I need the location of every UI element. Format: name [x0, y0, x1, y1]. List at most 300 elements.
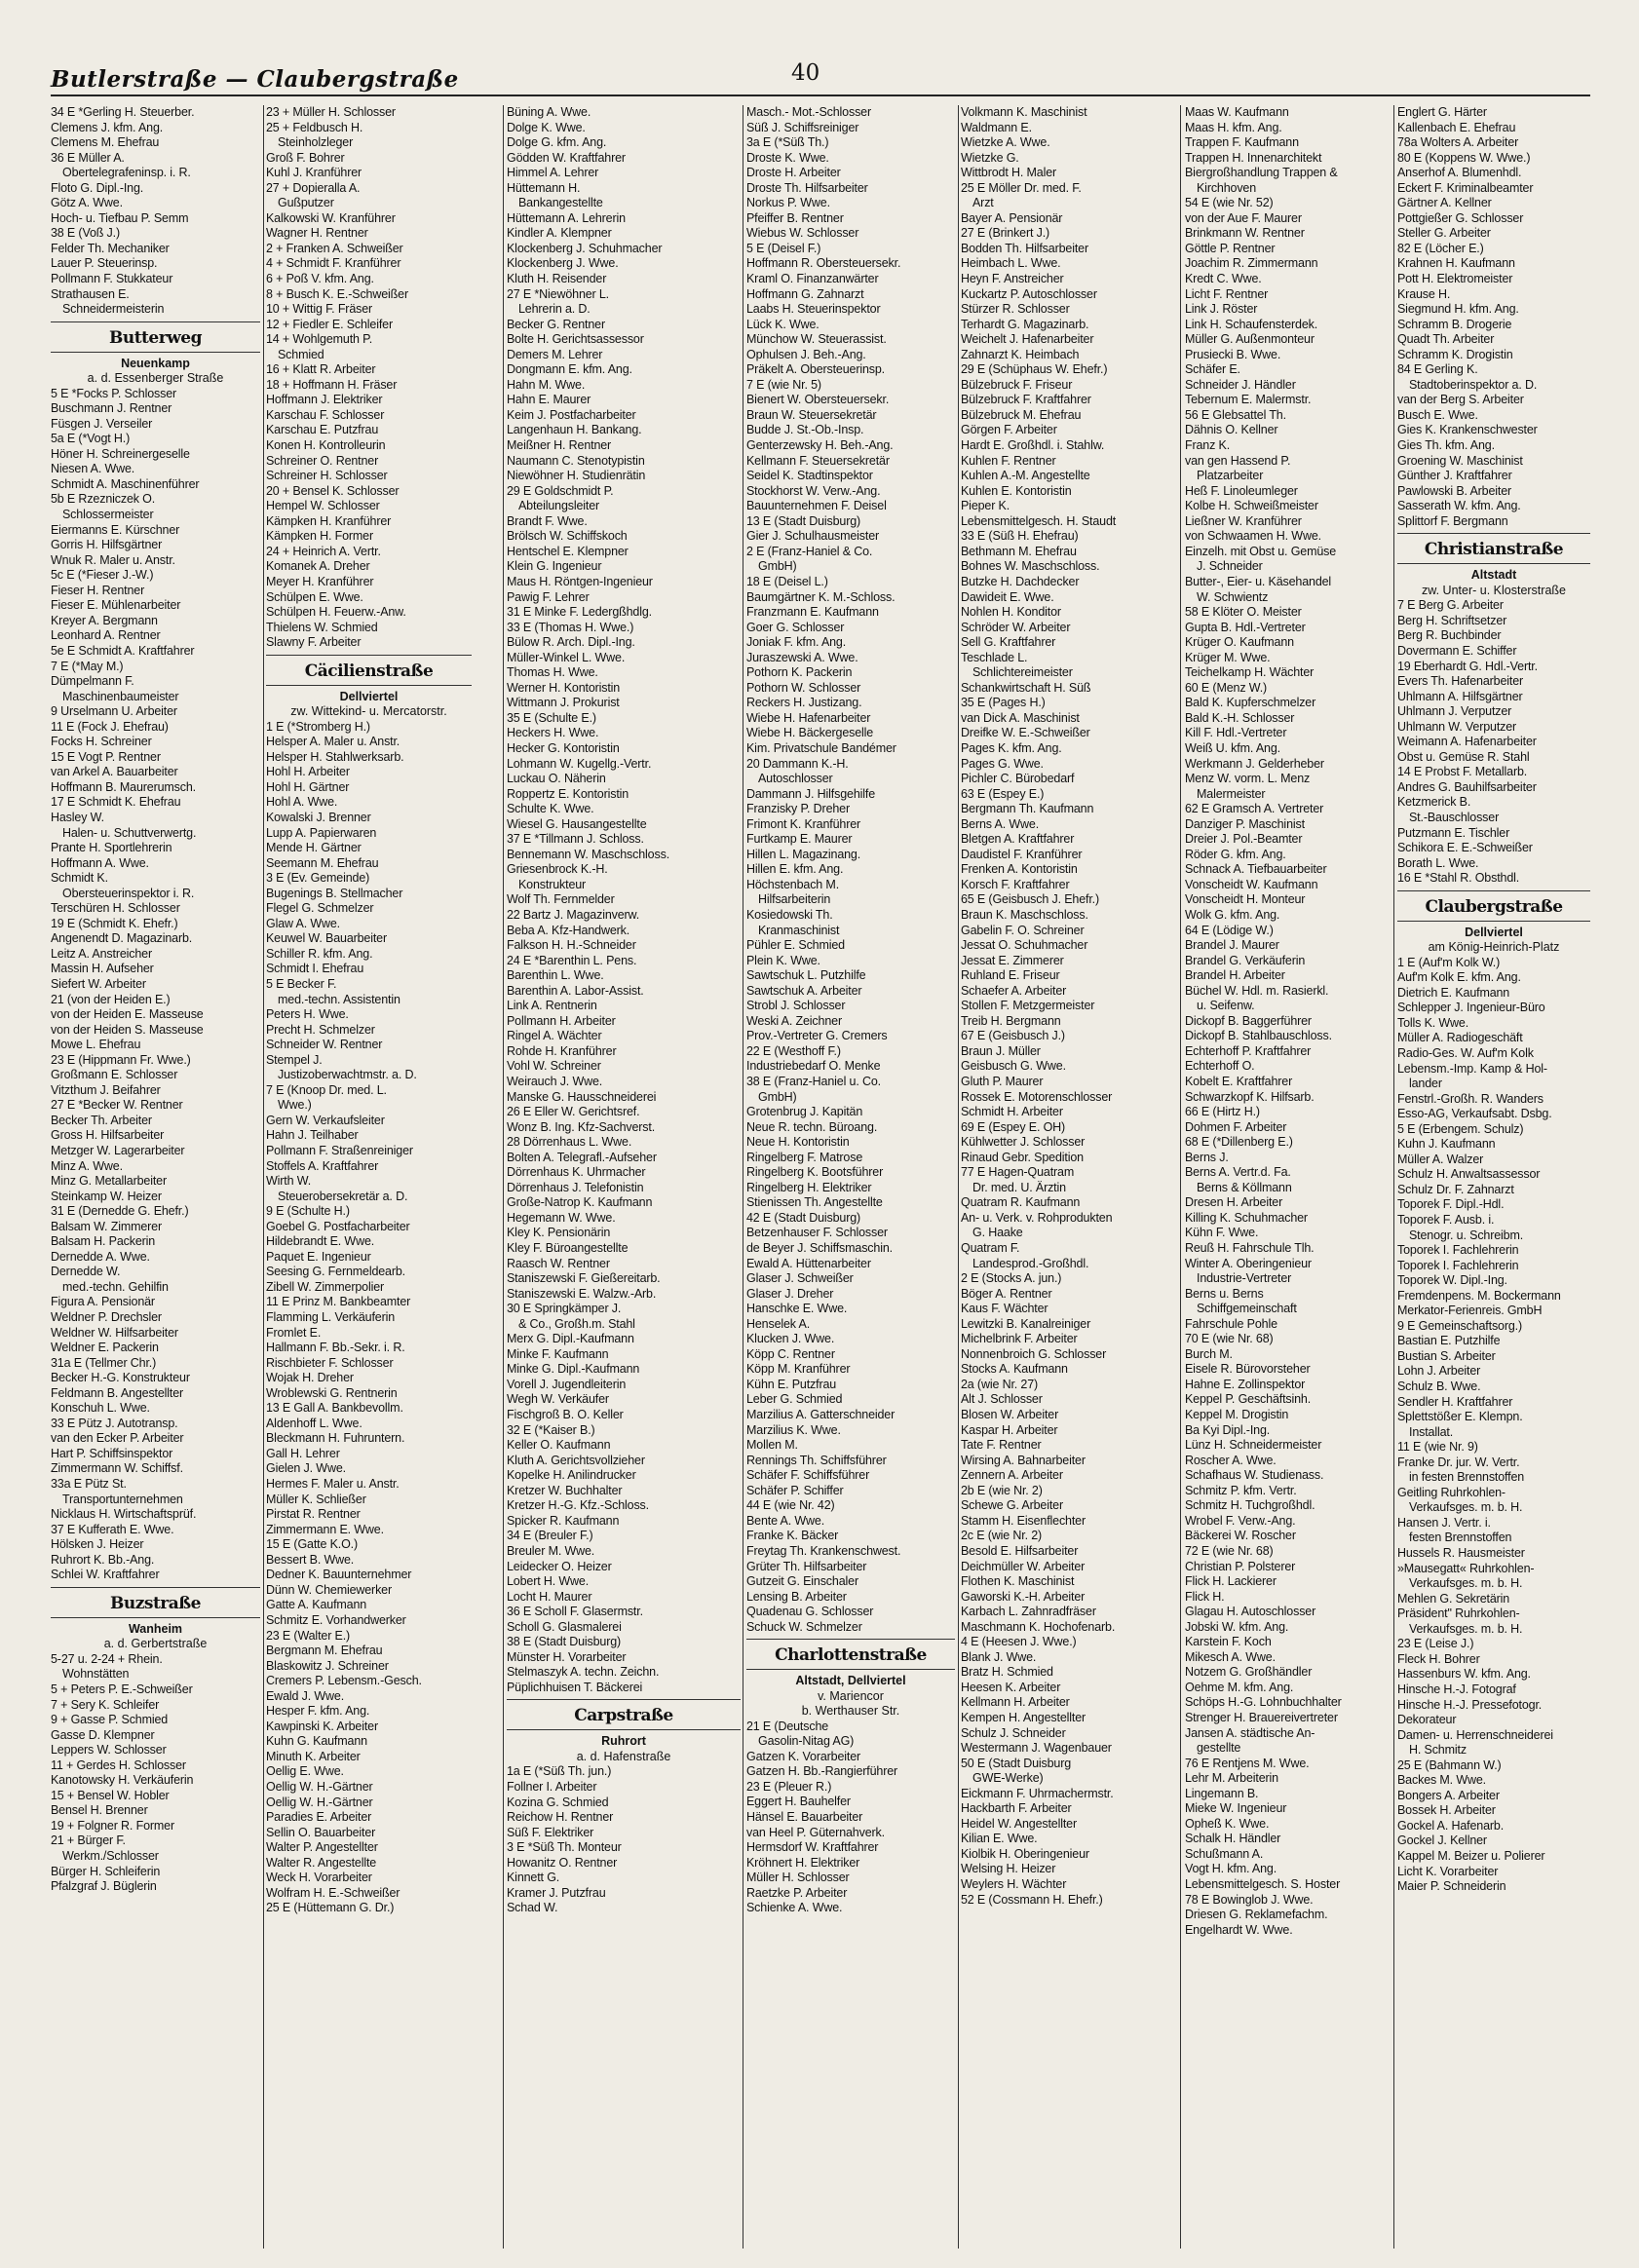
directory-entry: 2c E (wie Nr. 2)	[961, 1529, 1043, 1543]
directory-entry: Franzisky P. Dreher	[746, 802, 850, 816]
directory-entry: Schewe G. Arbeiter	[961, 1498, 1063, 1513]
directory-entry: Maas H. kfm. Ang.	[1185, 120, 1282, 134]
directory-entry: Neue R. techn. Büroang.	[746, 1119, 878, 1134]
directory-entry: & Co., Großh.m. Stahl	[518, 1316, 635, 1331]
directory-entry: Stamm H. Eisenflechter	[961, 1513, 1086, 1528]
directory-entry: Höner H. Schreinergeselle	[51, 446, 190, 461]
directory-entry: 27 E *Niewöhner L.	[507, 286, 610, 301]
directory-entry: 84 E Gerling K.	[1397, 362, 1478, 377]
directory-entry: Schmidt H. Arbeiter	[961, 1105, 1063, 1119]
directory-entry: Weirauch J. Wwe.	[507, 1075, 603, 1088]
directory-entry: Leonhard A. Rentner	[51, 628, 161, 643]
directory-entry: Borath L. Wwe.	[1397, 855, 1479, 870]
directory-entry: Hölsken J. Heizer	[51, 1537, 144, 1552]
directory-entry: Flamming L. Verkäuferin	[266, 1310, 396, 1325]
directory-entry: Mehlen G. Sekretärin	[1397, 1591, 1510, 1606]
directory-entry: Dörrenhaus J. Telefonistin	[507, 1180, 644, 1194]
directory-entry: von Schwaamen H. Wwe.	[1185, 529, 1321, 544]
directory-entry: Siegmund H. kfm. Ang.	[1397, 302, 1519, 317]
directory-entry: Trappen H. Innenarchitekt	[1185, 150, 1322, 165]
directory-entry: Autoschlosser	[758, 772, 833, 786]
directory-entry: Eggert H. Bauhelfer	[746, 1795, 851, 1809]
directory-entry: 5 E (Erbengem. Schulz)	[1397, 1121, 1524, 1136]
directory-entry: An- u. Verk. v. Rohprodukten	[961, 1210, 1113, 1225]
directory-entry: Becker G. Rentner	[507, 317, 605, 331]
directory-entry: 2a (wie Nr. 27)	[961, 1377, 1039, 1391]
directory-entry: Wroblewski G. Rentnerin	[266, 1385, 398, 1400]
directory-entry: 37 E Kufferath E. Wwe.	[51, 1522, 174, 1536]
district-label: Altstadt, Dellviertel	[795, 1674, 906, 1688]
directory-entry: Krahnen H. Kaufmann	[1397, 256, 1515, 271]
street-heading: Carpstraße	[507, 1699, 741, 1730]
directory-entry: Pott H. Elektromeister	[1397, 272, 1513, 286]
street-location-note: am König-Heinrich-Platz	[1428, 940, 1560, 955]
directory-entry: Fromlet E.	[266, 1325, 322, 1340]
directory-entry: Welsing H. Heizer	[961, 1862, 1056, 1876]
directory-entry: 5c E (*Fieser J.-W.)	[51, 568, 154, 583]
directory-entry: Fremdenpens. M. Bockermann	[1397, 1288, 1561, 1303]
directory-entry: Füsgen J. Verseiler	[51, 416, 153, 431]
directory-entry: Notzem G. Großhändler	[1185, 1665, 1313, 1680]
directory-entry: 32 E (*Kaiser B.)	[507, 1422, 595, 1437]
directory-entry: 70 E (wie Nr. 68)	[1185, 1332, 1274, 1346]
directory-entry: Kley K. Pensionärin	[507, 1226, 611, 1240]
directory-entry: Goer G. Schlosser	[746, 620, 845, 634]
directory-entry: Hänsel E. Bauarbeiter	[746, 1810, 863, 1825]
directory-entry: Hoffmann G. Zahnarzt	[746, 286, 864, 301]
directory-entry: 2 E (Stocks A. jun.)	[961, 1271, 1062, 1286]
directory-entry: Thielens W. Schmied	[266, 620, 378, 634]
directory-entry: 50 E (Stadt Duisburg	[961, 1756, 1072, 1770]
directory-entry: 38 E (Franz-Haniel u. Co.	[746, 1075, 881, 1088]
directory-entry: Schmied	[278, 347, 324, 361]
directory-entry: Schafhaus W. Studienass.	[1185, 1468, 1324, 1483]
directory-entry: Schankwirtschaft H. Süß	[961, 680, 1091, 695]
directory-entry: 21 (von der Heiden E.)	[51, 992, 171, 1006]
directory-entry: Bastian E. Putzhilfe	[1397, 1334, 1501, 1348]
directory-entry: Toporek I. Fachlehrerin	[1397, 1258, 1519, 1272]
directory-entry: 66 E (Hirtz H.)	[1185, 1105, 1260, 1119]
directory-entry: 27 E (Brinkert J.)	[961, 226, 1050, 241]
column-rule	[958, 105, 959, 2249]
directory-entry: Sendler H. Kraftfahrer	[1397, 1394, 1513, 1409]
directory-entry: Frimont K. Kranführer	[746, 816, 861, 831]
directory-entry: Seemann M. Ehefrau	[266, 855, 379, 870]
directory-entry: 31a E (Tellmer Chr.)	[51, 1355, 157, 1370]
directory-entry: Kindler A. Klempner	[507, 226, 612, 241]
directory-entry: Licht F. Rentner	[1185, 286, 1269, 301]
directory-entry: Schreiner H. Schlosser	[266, 469, 388, 483]
directory-entry: Leidecker O. Heizer	[507, 1559, 612, 1573]
directory-entry: Glaw A. Wwe.	[266, 916, 340, 930]
directory-entry: Gern W. Verkaufsleiter	[266, 1113, 385, 1127]
directory-entry: Kawpinski K. Arbeiter	[266, 1719, 378, 1733]
directory-entry: Landesprod.-Großhdl.	[972, 1256, 1089, 1270]
directory-entry: Schlei W. Kraftfahrer	[51, 1568, 160, 1582]
directory-entry: Teichelkamp H. Wächter	[1185, 665, 1315, 680]
directory-entry: Kredt C. Wwe.	[1185, 272, 1262, 286]
directory-entry: Fieser E. Mühlenarbeiter	[51, 598, 181, 613]
directory-entry: Balsam W. Zimmerer	[51, 1219, 162, 1233]
directory-entry: Hart P. Schiffsinspektor	[51, 1446, 173, 1460]
directory-entry: Hentschel E. Klempner	[507, 544, 629, 558]
directory-entry: Pages G. Wwe.	[961, 756, 1044, 771]
directory-entry: Butter-, Eier- u. Käsehandel	[1185, 574, 1332, 588]
directory-entry: Pawlowski B. Arbeiter	[1397, 483, 1512, 498]
directory-entry: Meißner H. Rentner	[507, 438, 612, 453]
directory-entry: Brölsch W. Schiffskoch	[507, 529, 628, 544]
directory-entry: 3 E (Ev. Gemeinde)	[266, 871, 370, 886]
street-heading: Cäcilienstraße	[266, 655, 472, 686]
directory-entry: Follner I. Arbeiter	[507, 1779, 597, 1794]
directory-entry: Schulz J. Schneider	[961, 1725, 1066, 1740]
directory-entry: Wonz B. Ing. Kfz-Sachverst.	[507, 1119, 656, 1134]
directory-entry: Minz A. Wwe.	[51, 1158, 123, 1173]
directory-entry: Beba A. Kfz-Handwerk.	[507, 923, 630, 937]
directory-entry: 14 + Wohlgemuth P.	[266, 332, 373, 347]
directory-entry: Hoffmann J. Elektriker	[266, 393, 383, 407]
directory-entry: Blaskowitz J. Schreiner	[266, 1658, 389, 1673]
directory-entry: 22 E (Westhoff F.)	[746, 1043, 841, 1058]
directory-entry: Furtkamp E. Maurer	[746, 832, 853, 847]
directory-entry: 67 E (Geisbusch J.)	[961, 1029, 1065, 1043]
directory-entry: 80 E (Koppens W. Wwe.)	[1397, 150, 1531, 165]
directory-entry: Schalk H. Händler	[1185, 1832, 1281, 1846]
directory-entry: Komanek A. Dreher	[266, 559, 370, 574]
directory-entry: Berns A. Vertr.d. Fa.	[1185, 1165, 1291, 1180]
directory-entry: Bratz H. Schmied	[961, 1665, 1053, 1680]
directory-entry: 27 E *Becker W. Rentner	[51, 1098, 183, 1113]
directory-entry: Maus H. Röntgen-Ingenieur	[507, 574, 653, 588]
directory-entry: 5b E Rzezniczek O.	[51, 492, 156, 507]
directory-entry: Müller A. Radiogeschäft	[1397, 1031, 1523, 1045]
directory-entry: Damen- u. Herrenschneiderei	[1397, 1727, 1553, 1742]
directory-entry: u. Seifenw.	[1197, 999, 1255, 1013]
directory-entry: 76 E Rentjens M. Wwe.	[1185, 1756, 1310, 1770]
directory-entry: 2 E (Franz-Haniel & Co.	[746, 544, 873, 558]
directory-entry: Pothorn K. Packerin	[746, 665, 853, 680]
directory-entry: Merx G. Dipl.-Kaufmann	[507, 1332, 634, 1346]
directory-entry: Verkaufsges. m. b. H.	[1409, 1576, 1523, 1591]
directory-entry: 38 E (Stadt Duisburg)	[507, 1635, 622, 1649]
directory-entry: Bleckmann H. Fuhruntern.	[266, 1431, 405, 1446]
directory-entry: Andres G. Bauhilfsarbeiter	[1397, 779, 1537, 794]
directory-entry: Wiebus W. Schlosser	[746, 226, 859, 241]
directory-entry: 8 + Busch K. E.-Schweißer	[266, 286, 408, 301]
directory-entry: Oellig W. H.-Gärtner	[266, 1779, 373, 1794]
directory-entry: Putzmann E. Tischler	[1397, 825, 1510, 840]
directory-entry: 19 + Folgner R. Former	[51, 1818, 174, 1833]
directory-entry: Hahn E. Maurer	[507, 393, 591, 407]
directory-entry: med.-techn. Assistentin	[278, 992, 400, 1006]
directory-entry: Schramm B. Drogerie	[1397, 317, 1512, 331]
directory-entry: Kämpken H. Former	[266, 529, 373, 544]
directory-entry: Dreifke W. E.-Schweißer	[961, 726, 1090, 740]
directory-entry: Großmann E. Schlosser	[51, 1068, 178, 1082]
directory-entry: Rohde H. Kranführer	[507, 1043, 617, 1058]
directory-entry: Raetzke P. Arbeiter	[746, 1885, 848, 1900]
directory-entry: 1a E (*Süß Th. jun.)	[507, 1764, 612, 1779]
directory-entry: Transportunternehmen	[62, 1492, 183, 1506]
directory-entry: Naumann C. Stenotypistin	[507, 453, 645, 468]
directory-entry: Kolbe H. Schweißmeister	[1185, 499, 1318, 513]
directory-entry: Ringel A. Wächter	[507, 1029, 602, 1043]
directory-entry: 5 E (Deisel F.)	[746, 241, 821, 255]
directory-entry: Hinsche H.-J. Fotograf	[1397, 1682, 1516, 1696]
directory-entry: Mieke W. Ingenieur	[1185, 1801, 1287, 1816]
directory-entry: Geitling Ruhrkohlen-	[1397, 1485, 1506, 1499]
directory-entry: Massin H. Aufseher	[51, 962, 154, 976]
directory-entry: G. Haake	[972, 1226, 1023, 1240]
directory-entry: Volkmann K. Maschinist	[961, 105, 1087, 119]
directory-entry: Toporek F. Dipl.-Hdl.	[1397, 1197, 1505, 1212]
directory-entry: Echterhoff O.	[1185, 1059, 1255, 1074]
directory-entry: 5a E (*Vogt H.)	[51, 432, 131, 446]
street-heading: Christianstraße	[1397, 533, 1590, 564]
directory-entry: Kappel M. Beizer u. Polierer	[1397, 1848, 1545, 1863]
directory-entry: Kämpken H. Kranführer	[266, 513, 392, 528]
directory-entry: Angenendt D. Magazinarb.	[51, 931, 193, 946]
directory-entry: Dedner K. Bauunternehmer	[266, 1568, 412, 1582]
directory-entry: Lewitzki B. Kanalreiniger	[961, 1316, 1091, 1331]
directory-entry: Schülpen E. Wwe.	[266, 589, 363, 604]
directory-entry: Bongers A. Arbeiter	[1397, 1788, 1500, 1802]
directory-entry: Eisele R. Bürovorsteher	[1185, 1362, 1311, 1377]
directory-entry: Kaus F. Wächter	[961, 1302, 1048, 1316]
directory-entry: Waldmann E.	[961, 120, 1032, 134]
directory-entry: Kuhl J. Kranführer	[266, 166, 362, 180]
directory-entry: Keller O. Kaufmann	[507, 1438, 611, 1453]
directory-entry: Nonnenbroich G. Schlosser	[961, 1346, 1107, 1361]
directory-entry: Engelhardt W. Wwe.	[1185, 1922, 1293, 1937]
directory-entry: Metzger W. Lagerarbeiter	[51, 1144, 185, 1157]
directory-entry: Jessat O. Schuhmacher	[961, 938, 1088, 953]
directory-entry: Menz W. vorm. L. Menz	[1185, 772, 1311, 786]
directory-entry: Wwe.)	[278, 1098, 312, 1113]
directory-entry: Gluth P. Maurer	[961, 1075, 1044, 1088]
directory-entry: 38 E (Voß J.)	[51, 226, 120, 241]
directory-entry: Hoffmann R. Obersteuersekr.	[746, 256, 901, 271]
directory-entry: Mollen M.	[746, 1438, 798, 1453]
directory-entry: Christian P. Polsterer	[1185, 1559, 1296, 1573]
directory-entry: Bolte H. Gerichtsassessor	[507, 332, 644, 347]
directory-entry: Schad W.	[507, 1901, 558, 1915]
directory-entry: Lohn J. Arbeiter	[1397, 1364, 1481, 1379]
directory-entry: Toporek F. Ausb. i.	[1397, 1213, 1495, 1227]
directory-entry: Obst u. Gemüse R. Stahl	[1397, 749, 1530, 764]
directory-entry: Gasse D. Klempner	[51, 1727, 155, 1742]
directory-entry: Lohmann W. Kugellg.-Vertr.	[507, 756, 652, 771]
directory-entry: Karschau F. Schlosser	[266, 407, 385, 422]
directory-entry: Konen H. Kontrolleurin	[266, 438, 386, 453]
directory-entry: Sasserath W. kfm. Ang.	[1397, 499, 1521, 513]
directory-entry: Masch.- Mot.-Schlosser	[746, 105, 871, 119]
directory-entry: Hegemann W. Wwe.	[507, 1210, 616, 1225]
directory-entry: GmbH)	[758, 1089, 797, 1104]
directory-entry: Merkator-Ferienreis. GmbH	[1397, 1304, 1543, 1318]
directory-entry: Zahnarzt K. Heimbach	[961, 347, 1080, 361]
directory-entry: 5 E *Focks P. Schlosser	[51, 386, 177, 400]
directory-entry: Schröder W. Arbeiter	[961, 620, 1071, 634]
directory-entry: Gaworski K.-H. Arbeiter	[961, 1589, 1086, 1604]
directory-entry: 9 Urselmann U. Arbeiter	[51, 704, 177, 719]
directory-entry: 13 E (Stadt Duisburg)	[746, 513, 861, 528]
directory-entry: Halen- u. Schuttverwertg.	[62, 825, 197, 840]
directory-entry: Schramm K. Drogistin	[1397, 347, 1513, 361]
directory-entry: Schmitz H. Tuchgroßhdl.	[1185, 1498, 1315, 1513]
directory-entry: Vitzthum J. Beifahrer	[51, 1082, 161, 1097]
directory-entry: Daudistel F. Kranführer	[961, 847, 1083, 861]
directory-entry: Wietzke G.	[961, 150, 1019, 165]
directory-entry: von der Heiden E. Masseuse	[51, 1007, 204, 1022]
directory-entry: 29 E (Schüphaus W. Ehefr.)	[961, 362, 1108, 377]
directory-entry: Kranmaschinist	[758, 923, 840, 937]
district-label: Altstadt	[1470, 568, 1517, 583]
directory-entry: Röder G. kfm. Ang.	[1185, 847, 1286, 861]
directory-entry: GWE-Werke)	[972, 1771, 1044, 1786]
directory-entry: 31 E Minke F. Ledergßhdlg.	[507, 605, 652, 620]
directory-entry: Pfeiffer B. Rentner	[746, 210, 844, 225]
directory-entry: Aldenhoff L. Wwe.	[266, 1416, 362, 1430]
directory-entry: Ruhrort K. Bb.-Ang.	[51, 1552, 155, 1567]
directory-entry: Lebensm.-Imp. Kamp & Hol-	[1397, 1061, 1547, 1076]
directory-entry: Maier P. Schneiderin	[1397, 1879, 1506, 1894]
directory-entry: 20 + Bensel K. Schlosser	[266, 483, 400, 498]
directory-entry: Lauer P. Steuerinsp.	[51, 256, 158, 271]
directory-entry: 18 + Hoffmann H. Fräser	[266, 377, 398, 392]
directory-entry: Dr. med. U. Ärztin	[972, 1180, 1066, 1194]
directory-entry: Schmidt I. Ehefrau	[266, 962, 364, 976]
directory-entry: Schneider W. Rentner	[266, 1038, 383, 1052]
directory-entry: Blank J. Wwe.	[961, 1649, 1037, 1664]
directory-entry: Maschmann K. Hochofenarb.	[961, 1619, 1116, 1634]
directory-entry: Hillen L. Magazinang.	[746, 847, 861, 861]
directory-entry: Schiller R. kfm. Ang.	[266, 946, 373, 961]
directory-entry: Staniszewski F. Gießereitarb.	[507, 1271, 661, 1286]
directory-entry: Pühler E. Schmied	[746, 938, 845, 953]
directory-entry: Backes M. Wwe.	[1397, 1773, 1486, 1788]
directory-entry: Schmitz P. kfm. Vertr.	[1185, 1483, 1297, 1497]
directory-entry: 31 E (Dernedde G. Ehefr.)	[51, 1204, 189, 1219]
directory-entry: 2b E (wie Nr. 2)	[961, 1483, 1043, 1497]
directory-entry: Dähnis O. Kellner	[1185, 423, 1278, 437]
directory-entry: Dresen H. Arbeiter	[1185, 1195, 1283, 1210]
directory-entry: 44 E (wie Nr. 42)	[746, 1498, 835, 1513]
directory-entry: Krause H.	[1397, 286, 1451, 301]
directory-entry: Kuhlen F. Rentner	[961, 453, 1056, 468]
directory-entry: Bald K. Kupferschmelzer	[1185, 696, 1316, 710]
directory-entry: 56 E Glebsattel Th.	[1185, 407, 1286, 422]
directory-entry: Arzt	[972, 196, 994, 210]
directory-entry: Stollen F. Metzgermeister	[961, 999, 1095, 1013]
directory-entry: Ewald A. Hüttenarbeiter	[746, 1256, 871, 1270]
directory-entry: Hardt E. Großhdl. i. Stahlw.	[961, 438, 1105, 453]
directory-entry: Wolf Th. Fernmelder	[507, 892, 615, 907]
directory-entry: Kreyer A. Bergmann	[51, 613, 158, 627]
directory-entry: Günther J. Kraftfahrer	[1397, 469, 1512, 483]
directory-entry: Weimann A. Hafenarbeiter	[1397, 735, 1537, 749]
directory-entry: Zimmermann E. Wwe.	[266, 1522, 384, 1536]
directory-entry: 34 E *Gerling H. Steuerber.	[51, 105, 195, 119]
directory-entry: Heidel W. Angestellter	[961, 1816, 1077, 1831]
directory-entry: Gupta B. Hdl.-Vertreter	[1185, 620, 1306, 634]
directory-entry: Pirstat R. Rentner	[266, 1507, 361, 1522]
directory-entry: Plein K. Wwe.	[746, 953, 820, 967]
directory-entry: 60 E (Menz W.)	[1185, 680, 1268, 695]
directory-entry: Walter P. Angestellter	[266, 1840, 378, 1855]
directory-entry: Busch E. Wwe.	[1397, 407, 1478, 422]
street-location-note: a. d. Gerbertstraße	[103, 1637, 208, 1651]
directory-entry: Wirth W.	[266, 1174, 312, 1189]
directory-entry: Vonscheidt W. Kaufmann	[1185, 877, 1318, 891]
directory-entry: 26 E Eller W. Gerichtsref.	[507, 1105, 640, 1119]
directory-entry: Bustian S. Arbeiter	[1397, 1348, 1496, 1363]
directory-entry: Hanschke E. Wwe.	[746, 1302, 848, 1316]
directory-entry: Ließner W. Kranführer	[1185, 513, 1302, 528]
directory-entry: St.-Bauschlosser	[1409, 810, 1500, 824]
directory-entry: Fleck H. Bohrer	[1397, 1651, 1480, 1666]
directory-entry: Ringelberg H. Elektriker	[746, 1180, 872, 1194]
directory-entry: Prante H. Sportlehrerin	[51, 841, 172, 855]
directory-entry: Hüttemann A. Lehrerin	[507, 210, 626, 225]
directory-entry: Gatte A. Kaufmann	[266, 1598, 367, 1612]
directory-entry: 9 + Gasse P. Schmied	[51, 1713, 169, 1727]
column-1	[51, 105, 260, 2249]
directory-entry: Quadt Th. Arbeiter	[1397, 332, 1495, 347]
directory-entry: von der Heiden S. Masseuse	[51, 1022, 204, 1037]
directory-entry: Pichler C. Bürobedarf	[961, 772, 1075, 786]
directory-entry: Pollmann H. Arbeiter	[507, 1013, 616, 1028]
directory-entry: Franke K. Bäcker	[746, 1529, 839, 1543]
directory-entry: 18 E (Deisel L.)	[746, 574, 828, 588]
directory-entry: Pieper K.	[961, 499, 1010, 513]
directory-entry: 5-27 u. 2-24 + Rhein.	[51, 1651, 163, 1666]
directory-entry: Schlichtereimeister	[972, 665, 1073, 680]
directory-entry: Kirchhoven	[1197, 180, 1257, 195]
directory-entry: Weiß U. kfm. Ang.	[1185, 740, 1280, 755]
street-location-note: a. d. Essenberger Straße	[87, 371, 224, 386]
directory-entry: Ewald J. Wwe.	[266, 1688, 345, 1703]
directory-entry: van Dick A. Maschinist	[961, 710, 1080, 725]
directory-entry: Vonscheidt H. Monteur	[1185, 892, 1306, 907]
directory-entry: Hohl A. Wwe.	[266, 795, 338, 810]
directory-entry: 23 E (Hippmann Fr. Wwe.)	[51, 1052, 191, 1067]
directory-entry: Reckers H. Justizang.	[746, 696, 862, 710]
directory-entry: Berg H. Schriftsetzer	[1397, 613, 1507, 627]
directory-entry: Radio-Ges. W. Auf'm Kolk	[1397, 1045, 1534, 1060]
directory-entry: 33 E (Thomas H. Wwe.)	[507, 620, 634, 634]
directory-entry: Wohnstätten	[62, 1667, 130, 1682]
directory-entry: Vohl W. Schreiner	[507, 1059, 601, 1074]
directory-entry: Industriebedarf O. Menke	[746, 1059, 881, 1074]
directory-entry: Schmidt K.	[51, 871, 108, 886]
directory-entry: Büchel W. Hdl. m. Rasierkl.	[1185, 983, 1329, 998]
directory-entry: Hesper F. kfm. Ang.	[266, 1704, 370, 1719]
directory-entry: 25 + Feldbusch H.	[266, 120, 363, 134]
directory-entry: Nicklaus H. Wirtschaftsprüf.	[51, 1507, 197, 1522]
directory-entry: Werkmann J. Gelderheber	[1185, 756, 1324, 771]
directory-entry: Budde J. St.-Ob.-Insp.	[746, 423, 864, 437]
directory-entry: Thomas H. Wwe.	[507, 665, 598, 680]
directory-entry: Fenstrl.-Großh. R. Wanders	[1397, 1091, 1544, 1106]
directory-entry: 7 E (wie Nr. 5)	[746, 377, 821, 392]
directory-entry: Heyn F. Anstreicher	[961, 272, 1064, 286]
directory-entry: Feldmann B. Angestellter	[51, 1385, 184, 1400]
directory-entry: 22 Bartz J. Magazinverw.	[507, 907, 640, 922]
directory-entry: Juraszewski A. Wwe.	[746, 650, 858, 664]
directory-entry: Obertelegrafeninsp. i. R.	[62, 166, 191, 180]
directory-entry: Pfalzgraf J. Büglerin	[51, 1879, 157, 1894]
